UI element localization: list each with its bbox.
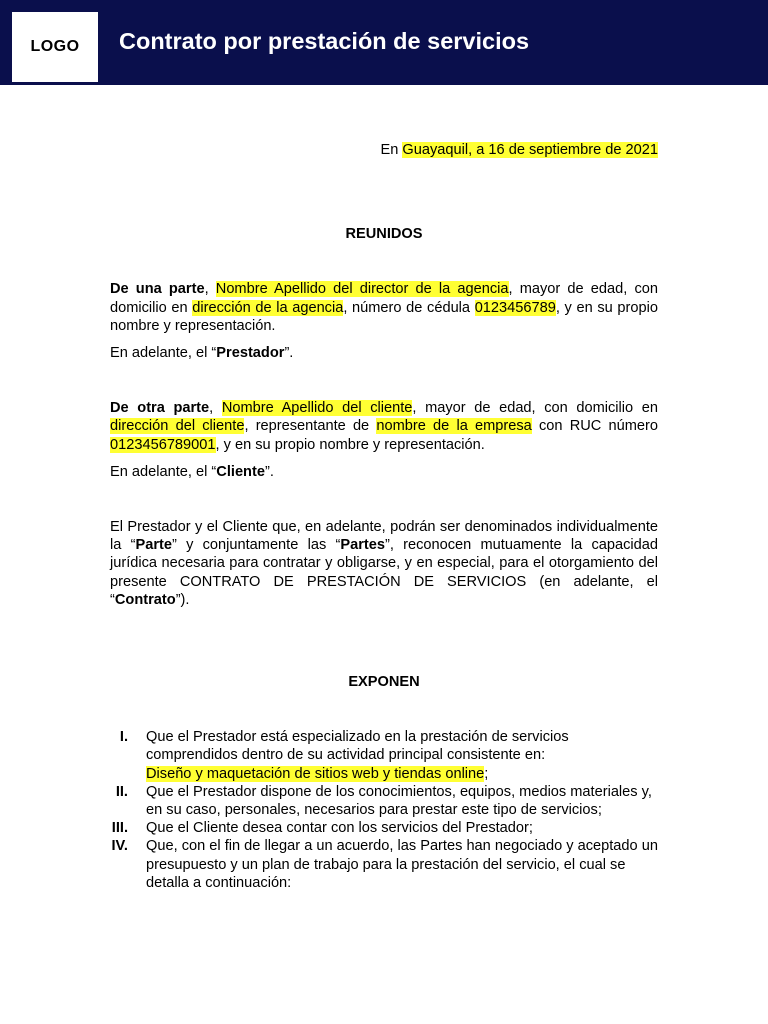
heading-exponen: EXPONEN xyxy=(348,674,420,691)
prestador-definition: En adelante, el “Prestador”. xyxy=(110,345,294,362)
paragraph-parte-1: De una parte, Nombre Apellido del director de la agencia, mayor de edad, con domicilio en dirección de la agencia, número de cédula 0123456789, y en su propio nombre y representación. xyxy=(110,281,658,334)
cliente-definition: En adelante, el “Cliente”. xyxy=(110,463,274,480)
list-number: IV. xyxy=(111,838,128,855)
ruc-number-field: 0123456789001 xyxy=(110,436,216,453)
heading-reunidos: REUNIDOS xyxy=(345,226,423,243)
client-name-field: Nombre Apellido del cliente xyxy=(221,400,413,417)
company-name-field: nombre de la empresa xyxy=(376,418,532,435)
header-bar xyxy=(0,0,768,85)
date-place-field: Guayaquil, a 16 de septiembre de 2021 xyxy=(402,142,658,158)
document-body xyxy=(110,141,658,892)
document-title: Contrato por prestación de servicios xyxy=(119,28,530,54)
director-name-field: Nombre Apellido del director de la agencia xyxy=(215,281,509,298)
id-number-field: 0123456789 xyxy=(474,299,556,316)
list-item: I. Que el Prestador está especializado en la prestación de servicios comprendidos dentro de su actividad principal consistente en: Diseño y maquetación de sitios web y tiendas online; xyxy=(110,728,658,783)
paragraph-parte-2: De otra parte, Nombre Apellido del cliente, mayor de edad, con domicilio en dirección del cliente, representante de nombre de la empresa con RUC número 0123456789001, y en su propio nombre y representación. xyxy=(110,400,658,453)
list-number: I. xyxy=(119,729,128,746)
client-address-field: dirección del cliente xyxy=(110,418,245,435)
paragraph-partes: El Prestador y el Cliente que, en adelante, podrán ser denominados individualmente la “Parte” y conjuntamente las “Partes”, reconocen mutuamente la capacidad jurídica necesaria para contratar y obligarse, y en especial, para el otorgamiento del presente CONTRATO DE PRESTACIÓN DE SERVICIOS (en adelante, el “Contrato”). xyxy=(110,519,658,608)
list-item: III. Que el Cliente desea contar con los servicios del Prestador; xyxy=(111,820,533,837)
list-number: III. xyxy=(111,820,128,837)
list-item: IV. Que, con el fin de llegar a un acuerdo, las Partes han negociado y aceptado un presupuesto y un plan de trabajo para la prestación del servicio, el cual se detalla a continuación: xyxy=(111,838,658,891)
activity-field: Diseño y maquetación de sitios web y tiendas online xyxy=(146,765,485,782)
date-line: En Guayaquil, a 16 de septiembre de 2021 xyxy=(380,142,658,158)
agency-address-field: dirección de la agencia xyxy=(192,299,344,316)
list-number: II. xyxy=(115,783,128,800)
logo: LOGO xyxy=(12,12,98,82)
list-item: II. Que el Prestador dispone de los conocimientos, equipos, medios materiales y, en su caso, personales, necesarios para prestar este tipo de servicios; xyxy=(110,783,658,819)
exponen-list xyxy=(110,728,658,892)
